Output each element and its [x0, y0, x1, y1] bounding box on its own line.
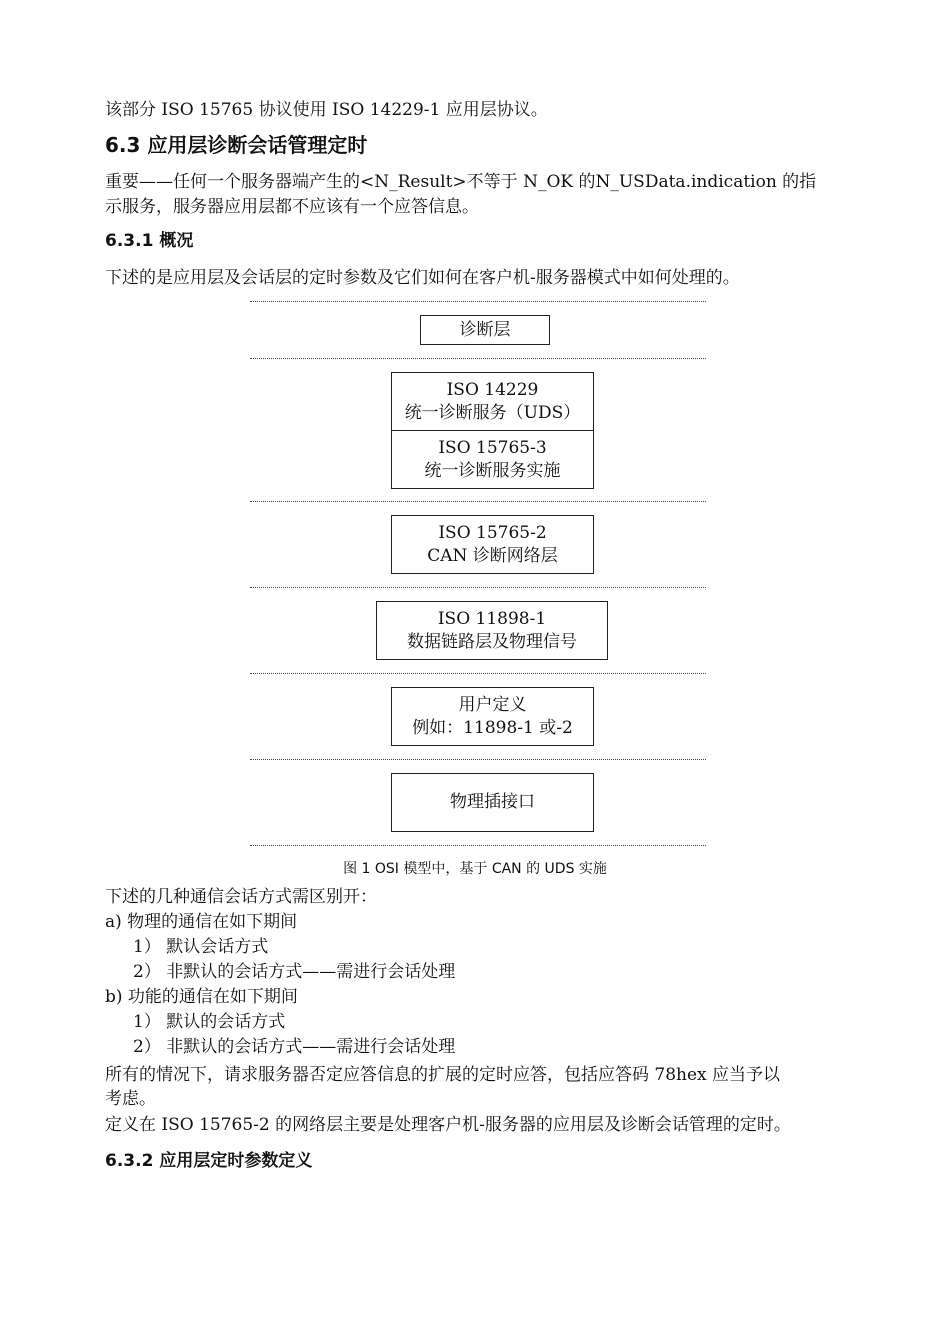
uds-implementation-box — [391, 430, 594, 489]
layer-separator — [250, 759, 706, 760]
layer-separator — [250, 845, 706, 846]
section-6-3-1-heading: 6.3.1 概况 — [105, 231, 194, 251]
intro-paragraph: 该部分 ISO 15765 协议使用 ISO 14229-1 应用层协议。 — [105, 100, 548, 120]
can-standard: ISO 15765-2 — [438, 522, 547, 543]
important-note-line2: 示服务，服务器应用层都不应该有一个应答信息。 — [105, 197, 479, 217]
figure-caption: 图 1 OSI 模型中，基于 CAN 的 UDS 实施 — [343, 861, 607, 877]
can-description: CAN 诊断网络层 — [427, 545, 558, 566]
list-item-a2: 2） 非默认的会话方式——需进行会话处理 — [133, 962, 456, 982]
list-item-a1: 1） 默认会话方式 — [133, 937, 269, 957]
uds-description: 统一诊断服务（UDS） — [404, 402, 581, 423]
section-6-3-2-heading: 6.3.2 应用层定时参数定义 — [105, 1151, 313, 1171]
impl-standard: ISO 15765-3 — [438, 437, 547, 458]
definition-paragraph: 定义在 ISO 15765-2 的网络层主要是处理客户机-服务器的应用层及诊断会话管理的定时。 — [105, 1115, 791, 1135]
list-item-b: b) 功能的通信在如下期间 — [105, 987, 298, 1007]
diagnostic-layer-box — [420, 315, 550, 345]
impl-description: 统一诊断服务实施 — [424, 460, 561, 481]
overview-paragraph: 下述的是应用层及会话层的定时参数及它们如何在客户机-服务器模式中如何处理的。 — [105, 268, 740, 288]
layer-separator — [250, 673, 706, 674]
list-item-b1: 1） 默认的会话方式 — [133, 1012, 286, 1032]
layer-separator — [250, 587, 706, 588]
section-6-3-heading: 6.3 应用层诊断会话管理定时 — [105, 133, 368, 157]
sessions-intro: 下述的几种通信会话方式需区别开： — [105, 887, 377, 907]
uds-box — [391, 372, 594, 431]
list-item-a: a) 物理的通信在如下期间 — [105, 912, 298, 932]
data-link-layer-box — [376, 601, 608, 660]
layer-separator — [250, 358, 706, 359]
all-cases-line2: 考虑。 — [105, 1089, 156, 1109]
all-cases-line1: 所有的情况下，请求服务器否定应答信息的扩展的定时应答，包括应答码 78hex 应当予以 — [105, 1065, 781, 1085]
user-defined-box — [391, 687, 594, 746]
physical-connector-box — [391, 773, 594, 832]
physical-connector-label: 物理插接口 — [450, 792, 535, 812]
layer-separator — [250, 501, 706, 502]
link-standard: ISO 11898-1 — [437, 608, 547, 629]
diagnostic-layer-label: 诊断层 — [459, 319, 511, 340]
uds-standard: ISO 14229 — [446, 379, 539, 400]
user-defined-title: 用户定义 — [458, 694, 527, 715]
important-note-line1: 重要——任何一个服务器端产生的<N_Result>不等于 N_OK 的N_USData.indication 的指 — [105, 172, 817, 192]
can-network-layer-box — [391, 515, 594, 574]
user-defined-example: 例如：11898-1 或-2 — [412, 717, 573, 738]
list-item-b2: 2） 非默认的会话方式——需进行会话处理 — [133, 1037, 456, 1057]
link-description: 数据链路层及物理信号 — [407, 631, 577, 652]
layer-separator — [250, 301, 706, 302]
